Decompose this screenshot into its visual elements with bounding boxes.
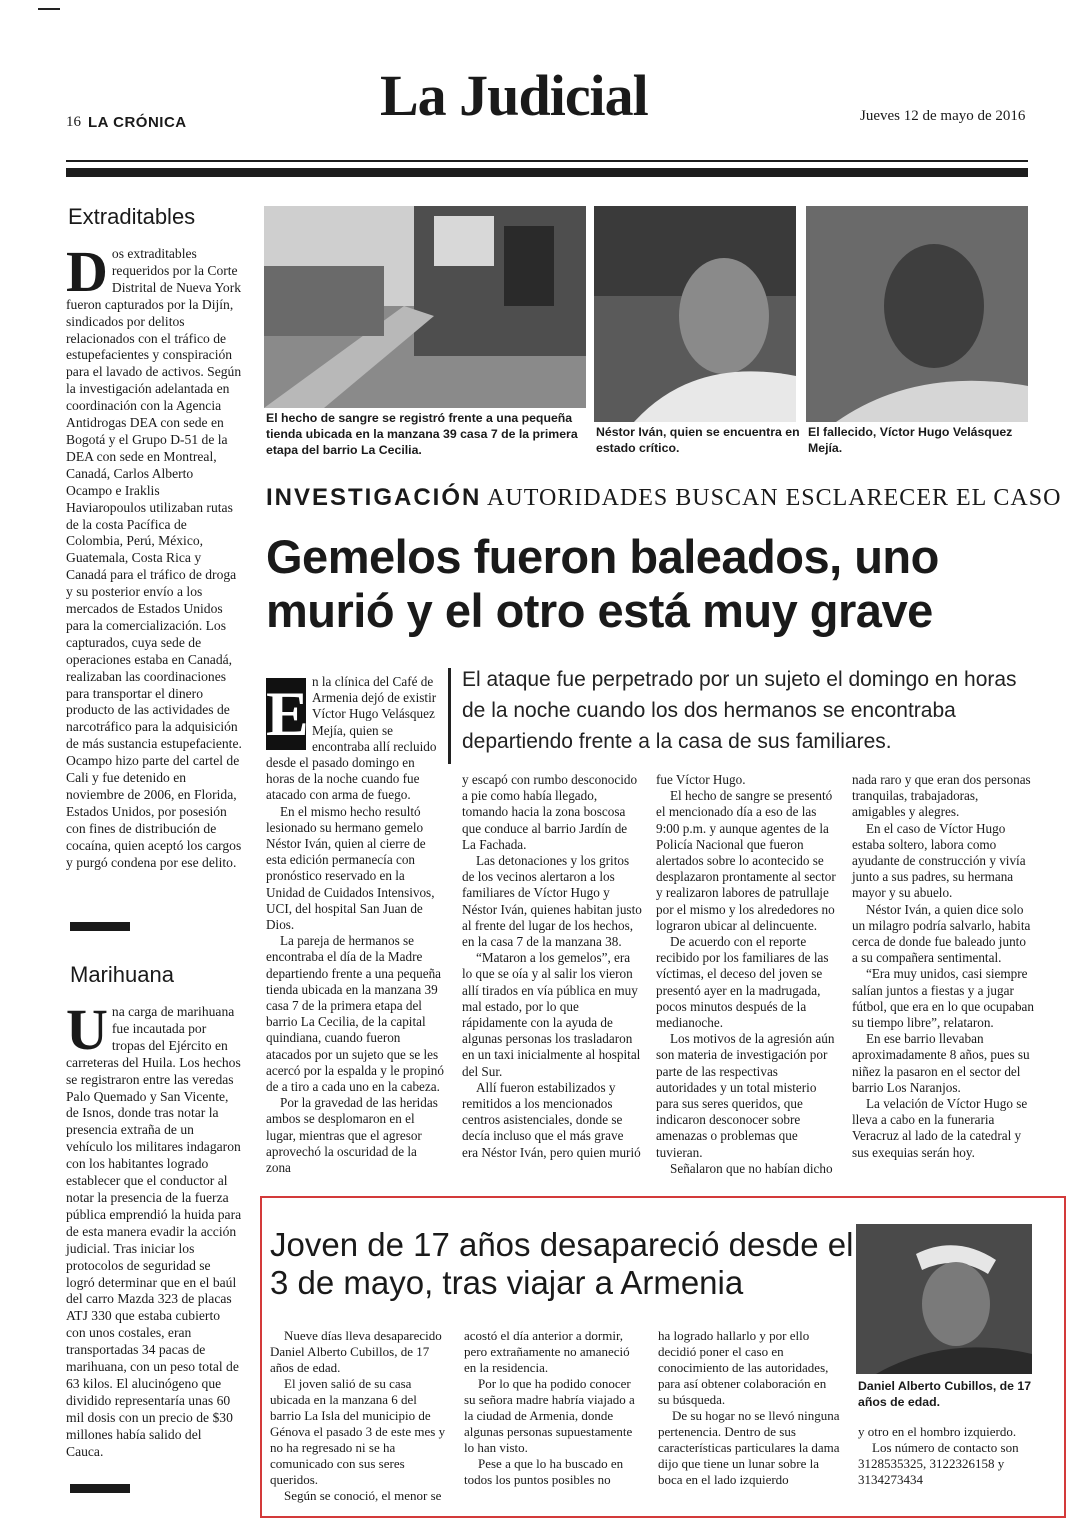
paragraph: “Era muy unidos, casi siempre salían juntos a fiestas y a jugar fútbol, que era en lo que ocupaban su tiempo libre”, relataron.	[852, 966, 1034, 1031]
sidebar-story-marihuana	[66, 997, 242, 1464]
paragraph: Los motivos de la agresión aún son materia de investigación por parte de las respectivas autoridades y un total misterio para sus seres queridos, que indicaron desconocer sobre amenazas o problemas que tuvieran.	[656, 1031, 835, 1160]
paragraph: De acuerdo con el reporte recibido por los familiares de las víctimas, el deceso del joven se presentó ayer en la madrugada, pocos minutos después de la medianoche.	[656, 934, 829, 1031]
paragraph: fue Víctor Hugo.	[656, 772, 746, 787]
photo-caption-nestor: Néstor Iván, quien se encuentra en estado crítico.	[596, 425, 800, 455]
issue-date: Jueves 12 de mayo de 2016	[860, 108, 1026, 124]
photo-daniel-alberto	[856, 1224, 1032, 1374]
article-deck: El ataque fue perpetrado por un sujeto el domingo en horas de la noche cuando los dos hermanos se encontraba departiendo frente a la casa de sus familiares.	[462, 668, 1017, 753]
dropcap: E	[266, 678, 309, 749]
sidebar-separator	[70, 1484, 130, 1493]
kicker-text: AUTORIDADES BUSCAN ESCLARECER EL CASO	[487, 485, 1062, 511]
paragraph: Pese a que lo ha buscado en todos los puntos posibles no	[464, 1456, 624, 1487]
sidebar-title-marihuana: Marihuana	[70, 962, 174, 987]
boxed-column-1	[270, 1328, 450, 1510]
sidebar-story-text: os extraditables requeridos por la Corte Distrital de Nueva York fueron capturados por la Dijín, sindicados por delitos relacionados con el tráfico de estupefacientes y conspiración para el lavado de activos. Según la investigación adelantada en coordinación con la Agencia Antidrogas DEA con sede en Bogotá y el Grupo D-51 de la DEA con sede en Montreal, Canadá, Carlos Alberto Ocampo e Iraklis Haviaropoulos utilizaban rutas de la costa Pacífica de Colombia, Perú, México, Guatemala, Costa Rica y Canadá para el tráfico de droga y su posterior envío a los mercados de Estados Unidos para la comercialización. Los capturados, cuya sede de operaciones estaba en Canadá, realizaban las coordinaciones para transportar el dinero producto de las actividades de narcotráfico para la adquisición de más sustancia estupefaciente. Ocampo hizo parte del cartel de Cali y fue detenido en noviembre de 2006, en Florida, Estados Unidos, por posesión con fines de distribución de cocaína, quien aceptó los cargos y purgó condena por ese delito.	[66, 246, 242, 870]
section-title: La Judicial	[380, 63, 648, 128]
article-column-3	[656, 772, 838, 1176]
dropcap: D	[66, 239, 108, 304]
paragraph: y otro en el hombro izquierdo.	[858, 1424, 1017, 1439]
page-number: 16	[66, 114, 81, 130]
photo-street-scene	[264, 206, 586, 408]
masthead-rule-thin	[66, 160, 1028, 162]
boxed-column-3	[658, 1328, 840, 1510]
boxed-story-headline: Joven de 17 años desapareció desde el 3 de mayo, tras viajar a Armenia	[270, 1226, 854, 1301]
sidebar-story-text: na carga de marihuana fue incautada por tropas del Ejército en carreteras del Huila. Los hechos se registraron entre las veredas Palo Quemado y San Vicente, de Isnos, donde tras notar la presencia extraña de un vehículo los militares indagaron con los habitantes logrado establecer que el conductor al notar la presencia de la fuerza pública emprendió la huida para de esta manera evadir la acción judicial. Tras iniciar los protocolos de seguridad se logró determinar que en el baúl del carro Mazda 323 de placas ATJ 330 que estaba cubierto con unos costales, eran transportadas 34 pacas de marihuana, con un peso total de 63 kilos. El alucinógeno que dividido representaría unas 60 mil dosis con un precio de $30 millones había salido del Cauca.	[66, 1004, 242, 1459]
paper-name: LA CRÓNICA	[88, 114, 187, 131]
sidebar-story-extraditables	[66, 239, 242, 906]
paragraph: El hecho de sangre se presentó el mencionado día a eso de las 9:00 p.m. y aunque agentes de la Policía Nacional que fueron alertados sobre lo acontecido se desplazaron prontamente al sector y realizaron labores de patrullaje por el mismo y los alrededores no lograron ubicar al delincuente.	[656, 788, 836, 933]
paragraph: Los número de contacto son 3128535325, 3122326158 y 3134273434	[858, 1440, 1019, 1487]
dropcap: U	[66, 997, 108, 1062]
paragraph: En ese barrio llevaban aproximadamente 8 años, pues su niñez la pasaron en el sector del barrio Los Naranjos.	[852, 1031, 1030, 1095]
paragraph: Allí fueron estabilizados y remitidos a los mencionados centros asistenciales, donde se decía incluso que el más grave era Néstor Iván, pero quien murió	[462, 1079, 641, 1160]
masthead-rule-thick	[66, 168, 1028, 177]
paragraph: Según se conoció, el menor se	[284, 1488, 442, 1503]
paragraph: Las detonaciones y los gritos de los vecinos alertaron a los familiares de Víctor Hugo y Néstor Iván, quienes habitan justo al frente del lugar de los hechos, en la casa 7 de la manzana 38.	[462, 853, 642, 950]
paragraph: n la clínica del Café de Armenia dejó de existir Víctor Hugo Velásquez Mejía, quien se encontraba allí recluido desde el pasado domingo en horas de la noche cuando fue atacado con arma de fuego.	[266, 674, 437, 803]
article-column-1	[266, 674, 444, 1176]
paragraph: acostó el día anterior a dormir, pero extrañamente no amaneció en la residencia.	[464, 1328, 630, 1375]
top-edge-mark	[38, 8, 60, 10]
paragraph: La velación de Víctor Hugo se lleva a cabo en la funeraria Veracruz al lado de la catedral y sus exequias serán hoy.	[852, 1096, 1028, 1160]
paragraph: En el mismo hecho resultó lesionado su hermano gemelo Néstor Iván, quien al cierre de esta edición permanecía con pronóstico reservado en la Unidad de Cuidados Intensivos, UCI, del hospital San Juan de Dios.	[266, 803, 435, 933]
photo-caption-street: El hecho de sangre se registró frente a una pequeña tienda ubicada en la manzana 39 casa 7 de la primera etapa del barrio La Cecilia.	[266, 411, 578, 457]
paragraph: nada raro y que eran dos personas tranquilas, trabajadoras, amigables y alegres.	[852, 772, 1031, 820]
boxed-column-2	[464, 1328, 644, 1510]
kicker-label: INVESTIGACIÓN	[266, 484, 482, 511]
paragraph: Nueve días lleva desaparecido Daniel Alberto Cubillos, de 17 años de edad.	[270, 1328, 442, 1375]
article-column-2	[462, 772, 642, 1168]
paragraph: El joven salió de su casa ubicada en la manzana 6 del barrio La Isla del municipio de Génova el pasado 3 de este mes y no ha regresado ni se ha comunicado con sus seres queridos.	[270, 1376, 446, 1487]
article-column-4	[852, 772, 1034, 1168]
sidebar-title-extraditables: Extraditables	[68, 204, 196, 229]
article-headline: Gemelos fueron baleados, uno murió y el otro está muy grave	[266, 530, 939, 637]
paragraph: Néstor Iván, a quien dice solo un milagro podría salvarlo, habita cerca de donde fue baleado junto a su compañera sentimental.	[852, 901, 1031, 966]
paragraph: En el caso de Víctor Hugo estaba soltero, labora como ayudante de construcción y vivía junto a sus padres, su hermana mayor y su abuelo.	[852, 820, 1026, 901]
photo-caption-daniel: Daniel Alberto Cubillos, de 17 años de edad.	[858, 1379, 1032, 1409]
paragraph: Señalaron que no habían dicho	[670, 1160, 833, 1176]
photo-victor-hugo	[806, 206, 1028, 422]
paragraph: Por la gravedad de las heridas ambos se desplomaron en el lugar, mientras que el agresor aprovechó la oscuridad de la zona	[266, 1095, 438, 1176]
sidebar-separator	[70, 922, 130, 931]
boxed-column-4	[858, 1424, 1038, 1508]
photo-caption-victor: El fallecido, Víctor Hugo Velásquez Mejía.	[808, 425, 1013, 455]
paragraph: y escapó con rumbo desconocido a pie como había llegado, tomando hacia la zona boscosa que conduce al barrio Jardín de La Fachada.	[462, 772, 638, 852]
paragraph: De su hogar no se llevó ninguna pertenencia. Dentro de sus características particulares la dama dijo que tiene un lunar sobre la boca en el lado izquierdo	[658, 1408, 840, 1487]
paragraph: Por lo que ha podido conocer su señora madre habría viajado a la ciudad de Armenia, donde algunas personas supuestamente lo han visto.	[464, 1376, 635, 1455]
paragraph: “Mataron a los gemelos”, era lo que se oía y al salir los vieron allí tirados en vía pública en muy mal estado, por lo que rápidamente con la ayuda de algunas personas los trasladaron en un taxi inicialmente al hospital del Sur.	[462, 950, 641, 1079]
paragraph: La pareja de hermanos se encontraba el día de la Madre departiendo frente a una pequeña tienda ubicada en la manzana 39 casa 7 de la primera etapa del barrio La Cecilia, de la capital quindiana, cuando fueron atacados por un sujeto que se les acercó por la espalda y le propinó de a tiro a cada uno en la cabeza.	[266, 933, 444, 1095]
article-kicker	[266, 484, 1061, 512]
paragraph: ha logrado hallarlo y por ello decidió poner el caso en conocimiento de las autoridades, para así obtener colaboración en su búsqueda.	[658, 1328, 829, 1407]
deck-bar	[448, 668, 451, 764]
photo-nestor-ivan	[594, 206, 796, 422]
